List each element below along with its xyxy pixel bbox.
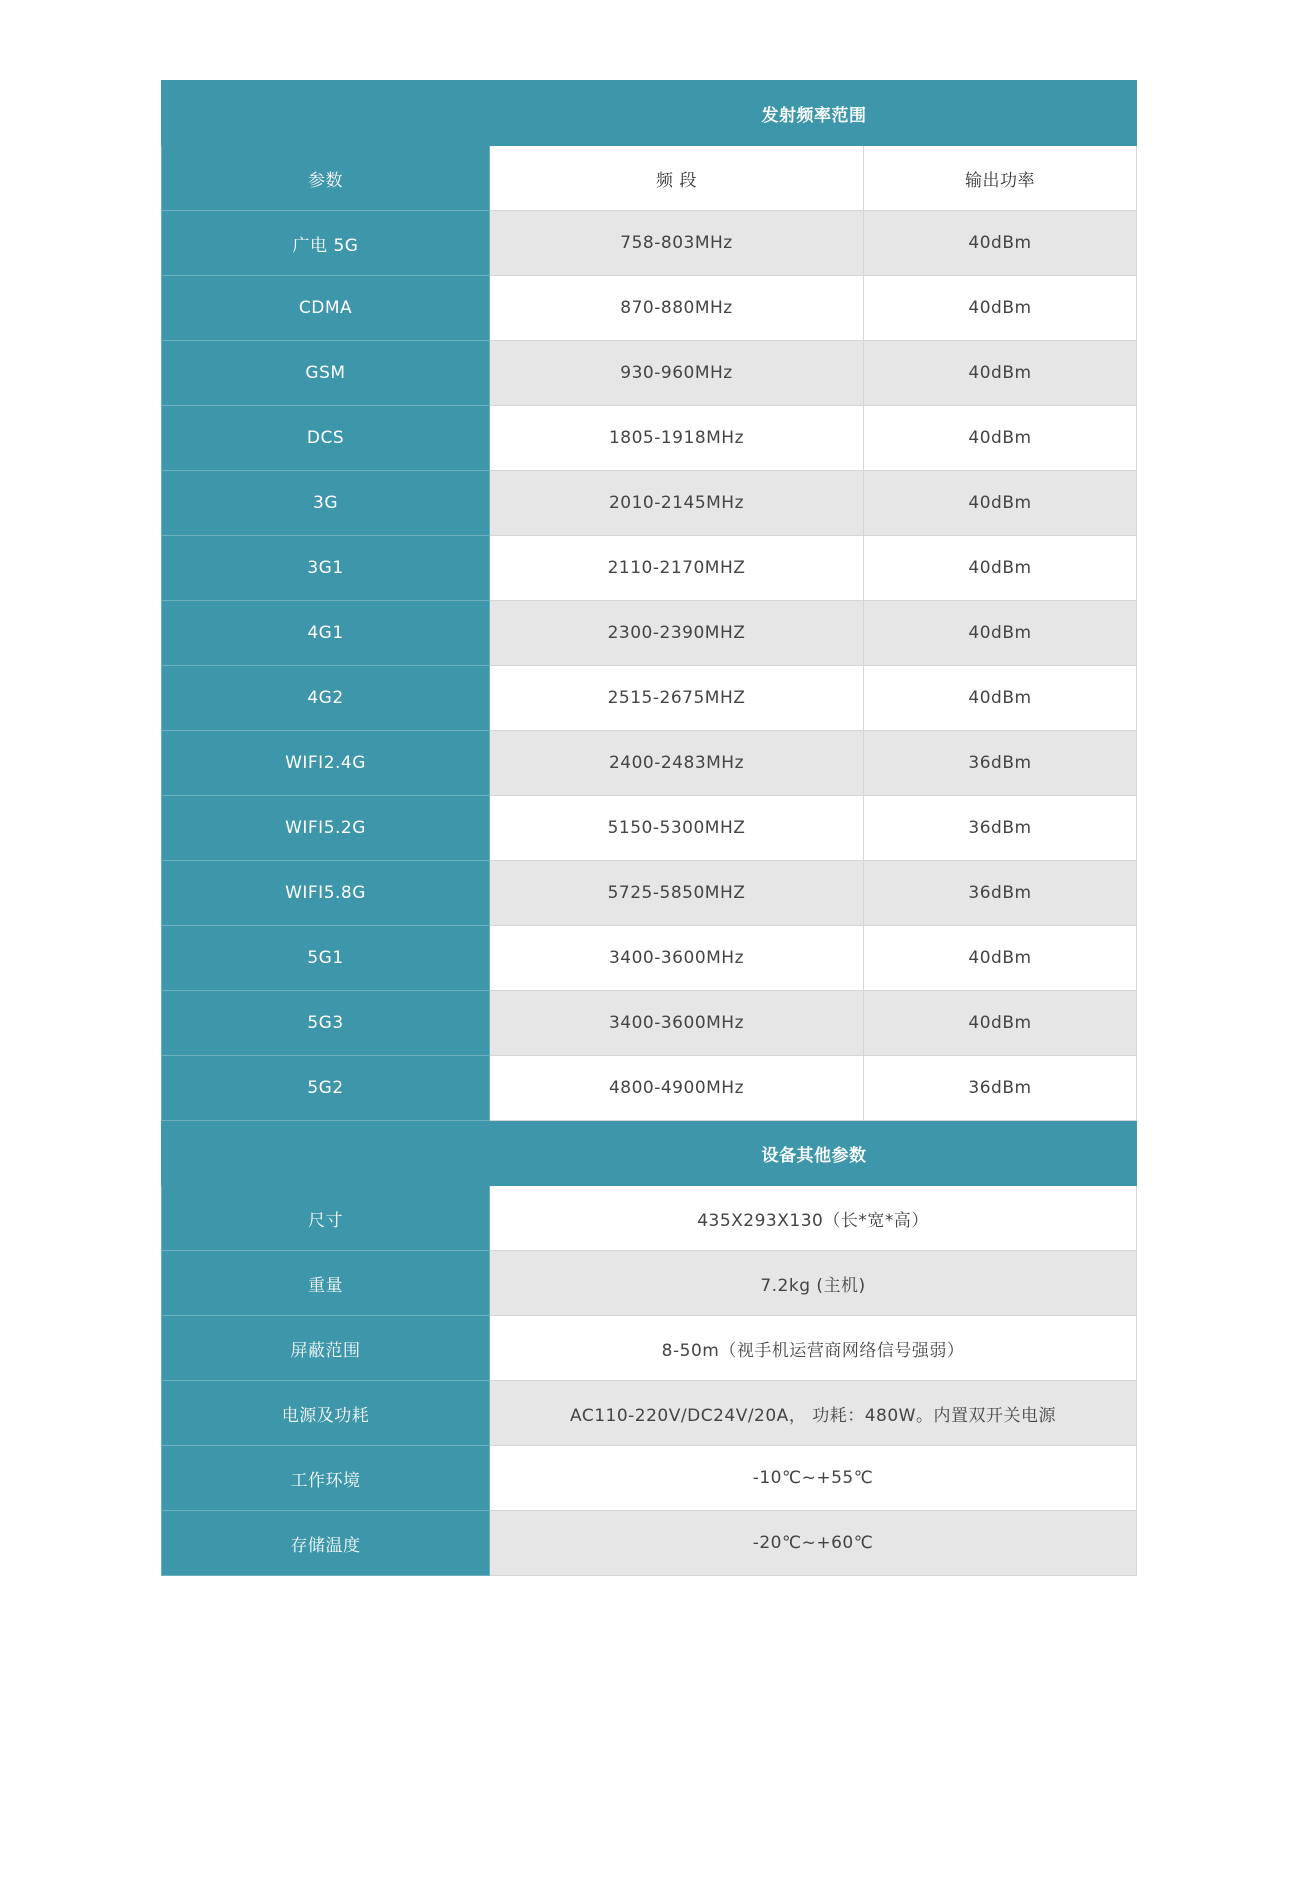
power-value: 40dBm <box>864 536 1137 601</box>
power-value: 36dBm <box>864 731 1137 796</box>
table-row <box>162 276 1137 341</box>
row-label: CDMA <box>162 276 490 341</box>
param-value: 7.2kg (主机) <box>490 1251 1137 1316</box>
row-label: 屏蔽范围 <box>162 1316 490 1381</box>
param-value: 435X293X130（长*宽*高） <box>490 1186 1137 1251</box>
band-value: 2400-2483MHz <box>490 731 864 796</box>
transmit-section-title-text: 发射频率范围 <box>761 105 867 126</box>
band-column-header: 频 段 <box>490 146 864 211</box>
param-header: 参数 <box>162 146 490 211</box>
band-value: 4800-4900MHz <box>490 1056 864 1121</box>
table-row <box>162 1186 1137 1251</box>
row-label: WIFI5.2G <box>162 796 490 861</box>
band-value: 5150-5300MHZ <box>490 796 864 861</box>
row-label: 尺寸 <box>162 1186 490 1251</box>
row-label: WIFI5.8G <box>162 861 490 926</box>
table-row <box>162 406 1137 471</box>
power-value: 40dBm <box>864 926 1137 991</box>
other-section-title <box>162 1121 1137 1186</box>
row-label: WIFI2.4G <box>162 731 490 796</box>
table-row <box>162 536 1137 601</box>
row-label: 3G <box>162 471 490 536</box>
power-value: 40dBm <box>864 211 1137 276</box>
row-label: 工作环境 <box>162 1446 490 1511</box>
table-row <box>162 471 1137 536</box>
power-value: 40dBm <box>864 666 1137 731</box>
band-value: 3400-3600MHz <box>490 991 864 1056</box>
spec-table <box>161 80 1137 1576</box>
transmit-section-header-row <box>162 81 1137 146</box>
row-label: DCS <box>162 406 490 471</box>
transmit-section-title <box>162 81 1137 146</box>
other-section-header-row <box>162 1121 1137 1186</box>
power-value: 40dBm <box>864 276 1137 341</box>
band-value: 5725-5850MHZ <box>490 861 864 926</box>
power-value: 36dBm <box>864 1056 1137 1121</box>
table-row <box>162 731 1137 796</box>
band-value: 758-803MHz <box>490 211 864 276</box>
param-value: -10℃~+55℃ <box>490 1446 1137 1511</box>
power-value: 40dBm <box>864 406 1137 471</box>
row-label: 4G1 <box>162 601 490 666</box>
table-row <box>162 991 1137 1056</box>
column-header-row <box>162 146 1137 211</box>
band-value: 1805-1918MHz <box>490 406 864 471</box>
table-row <box>162 1381 1137 1446</box>
power-value: 40dBm <box>864 471 1137 536</box>
band-value: 2010-2145MHz <box>490 471 864 536</box>
band-value: 2300-2390MHZ <box>490 601 864 666</box>
power-value: 40dBm <box>864 601 1137 666</box>
power-column-header: 输出功率 <box>864 146 1137 211</box>
table-row <box>162 341 1137 406</box>
table-row <box>162 666 1137 731</box>
table-row <box>162 1511 1137 1576</box>
row-label: 3G1 <box>162 536 490 601</box>
table-row <box>162 796 1137 861</box>
row-label: 存储温度 <box>162 1511 490 1576</box>
band-value: 3400-3600MHz <box>490 926 864 991</box>
table-row <box>162 1446 1137 1511</box>
row-label: 广电 5G <box>162 211 490 276</box>
row-label: 重量 <box>162 1251 490 1316</box>
power-value: 40dBm <box>864 991 1137 1056</box>
power-value: 36dBm <box>864 861 1137 926</box>
band-value: 870-880MHz <box>490 276 864 341</box>
row-label: 5G2 <box>162 1056 490 1121</box>
other-section-title-text: 设备其他参数 <box>761 1145 867 1166</box>
table-row <box>162 1251 1137 1316</box>
table-row <box>162 601 1137 666</box>
row-label: 5G3 <box>162 991 490 1056</box>
band-value: 2110-2170MHZ <box>490 536 864 601</box>
param-value: -20℃~+60℃ <box>490 1511 1137 1576</box>
table-row <box>162 1056 1137 1121</box>
table-row <box>162 861 1137 926</box>
table-row <box>162 926 1137 991</box>
row-label: 电源及功耗 <box>162 1381 490 1446</box>
row-label: 4G2 <box>162 666 490 731</box>
param-value: 8-50m（视手机运营商网络信号强弱） <box>490 1316 1137 1381</box>
param-value: AC110-220V/DC24V/20A， 功耗：480W。内置双开关电源 <box>490 1381 1137 1446</box>
table-row <box>162 211 1137 276</box>
band-value: 930-960MHz <box>490 341 864 406</box>
power-value: 36dBm <box>864 796 1137 861</box>
table-row <box>162 1316 1137 1381</box>
band-value: 2515-2675MHZ <box>490 666 864 731</box>
row-label: GSM <box>162 341 490 406</box>
power-value: 40dBm <box>864 341 1137 406</box>
row-label: 5G1 <box>162 926 490 991</box>
